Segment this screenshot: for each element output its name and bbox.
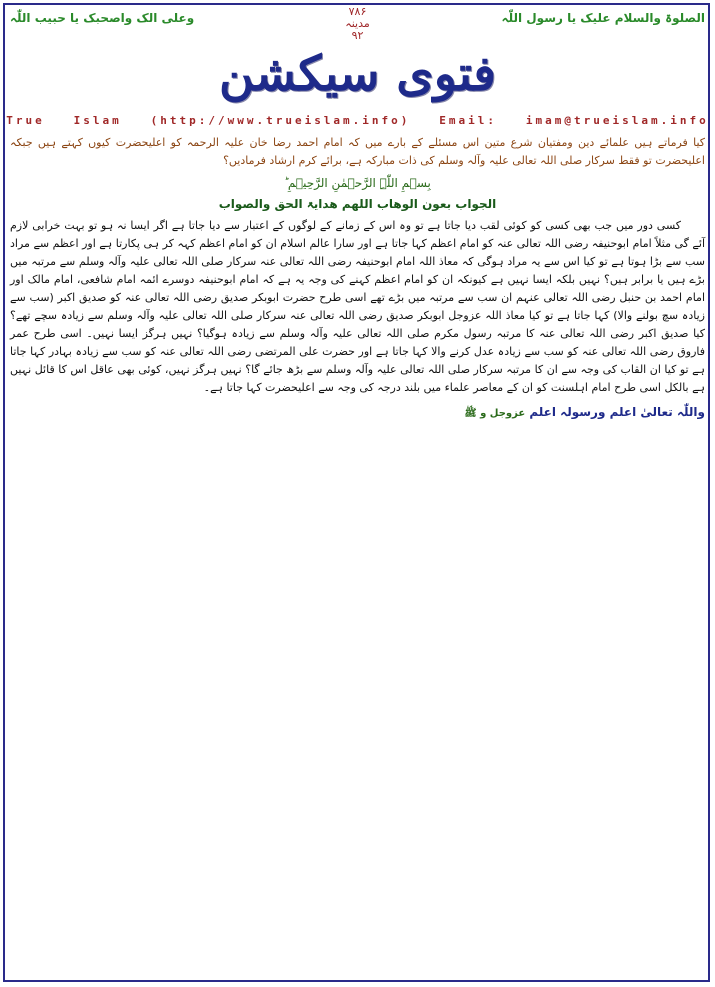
header-numerals	[0, 6, 715, 42]
answer-text: کسی دور میں جب بھی کسی کو کوئی لقب دیا جاتا ہے تو وہ اس کے زمانے کے لوگوں کے اعتبار سے دیا جاتا ہے اگر ایسا نہ ہو تو بہت خرابی لازم آئے گی مثلاً امام ابوحنیفہ رضی اللہ تعالی عنہ کو امام اعظم کہا جاتا ہے اور سارا عالم اسلام ان کو امام اعظم کہہ کر ہی پکارتا ہے اور اعظم سے مراد سب سے بڑا ہوتا ہے تو کیا اس سے یہ مراد ہوگی کہ معاذ اللہ امام ابوحنیفہ رضی اللہ تعالی عنہ سرکار صلی اللہ تعالی علیہ وآلہ وسلم سے مرتبہ میں بڑے ہیں یا برابر ہیں؟ نہیں بلکہ ایسا نہیں ہے کیونکہ ان کو امام اعظم کہنے کی وجہ یہ ہے کہ امام ابوحنیفہ دوسرے ائمہ امام شافعی، امام مالک اور امام احمد بن حنبل رضی اللہ تعالی عنہم ان سب سے مرتبہ میں بڑے تھے اسی طرح حضرت ابوبکر صدیق رضی اللہ تعالی عنہ کو صدیق اکبر (سب سے زیادہ سچ بولنے والا) کہا جاتا ہے تو کیا معاذ اللہ عزوجل ابوبکر صدیق رضی اللہ تعالی عنہ سرکار صلی اللہ تعالی علیہ وآلہ وسلم سے زیادہ سچے تھے؟ کیا صدیق اکبر رضی اللہ تعالی عنہ کا مرتبہ رسول مکرم صلی اللہ تعالی علیہ وآلہ وسلم سے زیادہ ہوگیا؟ نہیں ہرگز ایسا نہیں۔ اسی طرح عمر فاروق رضی اللہ تعالی عنہ کو سب سے زیادہ عدل کرنے والا کہا جاتا ہے اور حضرت علی المرتضی رضی اللہ تعالی عنہ کو سب سے زیادہ بہادر کہا جاتا ہے تو کیا ان القاب کی وجہ سے ان کا مرتبہ سرکار صلی اللہ تعالی علیہ وآلہ وسلم سے بڑھ جائے گا؟ نہیں ہرگز نہیں، کوئی بھی عاقل اس کا قائل نہیں ہے بالکل اسی طرح امام اہلسنت کو ان کے معاصر علماء میں بلند درجہ کی وجہ سے اعلیحضرت کہا جاتا ہے۔	[10, 219, 705, 394]
bismillah: بِسۡمِ اللّٰہِ الرَّحۡمٰنِ الرَّحِیۡمِ ؕ	[284, 176, 431, 190]
header-salutation-left: وعلی الک واصحبک یا حبیب اللّٰہ	[10, 11, 195, 25]
closing-line	[10, 403, 705, 423]
answer-heading: الجواب بعون الوھاب اللھم ھدایۃ الحق والصواب	[218, 197, 497, 211]
header-numeral-786: ۷۸۶	[348, 5, 367, 18]
contact-line: True Islam (http://www.trueislam.info) Email: imam@trueislam.info	[6, 114, 709, 127]
fatwa-content	[10, 134, 705, 423]
closing-text: واللّٰہ تعالیٰ اعلم ورسولہ اعلم	[529, 405, 705, 419]
header-numeral-92: ۹۲	[351, 29, 364, 42]
header-madina: مدینہ	[345, 17, 370, 30]
header-salutation-right: الصلوۃ والسلام علیک یا رسول اللّٰہ	[501, 11, 705, 25]
question-text: کیا فرماتے ہیں علمائے دین ومفتیان شرع متین اس مسئلے کے بارے میں کہ امام احمد رضا خان علیہ الرحمہ کو اعلیحضرت کیوں کہتے ہیں جبکہ اعلیحضرت تو فقط سرکار صلی اللہ تعالی علیہ وآلہ وسلم کی ذات مبارکہ ہے، برائے کرم ارشاد فرمادیں؟	[10, 136, 705, 167]
honorific-symbol: عزوجل و ﷺ	[464, 408, 526, 419]
page-title: فتوی سیکشن	[218, 46, 497, 102]
